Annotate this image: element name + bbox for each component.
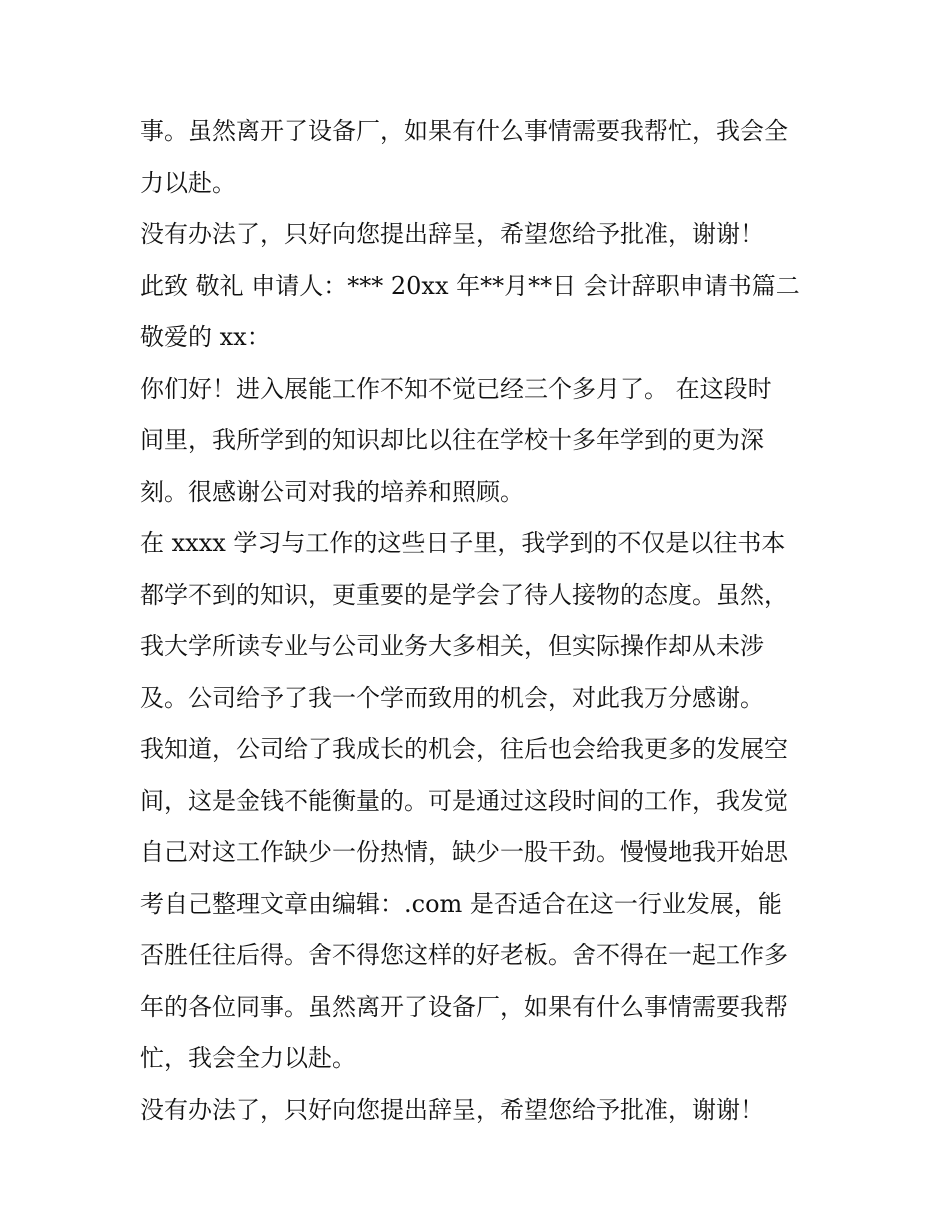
- text-line: 忙，我会全力以赴。: [140, 1044, 356, 1072]
- text-line: 及。公司给予了我一个学而致用的机会，对此我万分感谢。: [140, 683, 764, 712]
- text-line: 你们好！进入展能工作不知不觉已经三个多月了。 在这段时: [140, 374, 772, 403]
- text-line: 事。虽然离开了设备厂，如果有什么事情需要我帮忙，我会全: [140, 117, 788, 145]
- text-line: 我知道，公司给了我成长的机会，往后也会给我更多的发展空: [140, 735, 788, 763]
- text-line: 年的各位同事。虽然离开了设备厂，如果有什么事情需要我帮: [140, 992, 788, 1021]
- text-line: 间，这是金钱不能衡量的。可是通过这段时间的工作，我发觉: [140, 786, 788, 815]
- text-line: 没有办法了，只好向您提出辞呈，希望您给予批准，谢谢！: [140, 220, 764, 248]
- text-line: 自己对这工作缺少一份热情，缺少一股干劲。慢慢地我开始思: [140, 838, 788, 866]
- text-line: 没有办法了，只好向您提出辞呈，希望您给予批准，谢谢！: [140, 1095, 764, 1124]
- text-line: 力以赴。: [140, 168, 236, 197]
- text-line: 考自己整理文章由编辑：.com 是否适合在这一行业发展，能: [140, 889, 782, 918]
- document-body: [140, 106, 830, 1136]
- text-line: 间里，我所学到的知识却比以往在学校十多年学到的更为深: [140, 426, 764, 454]
- text-line: 刻。很感谢公司对我的培养和照顾。: [140, 477, 524, 506]
- text-line: 此致 敬礼 申请人：*** 20xx 年**月**日 会计辞职申请书篇二: [140, 271, 800, 300]
- text-line: 敬爱的 xx：: [140, 323, 271, 351]
- text-line: 都学不到的知识，更重要的是学会了待人接物的态度。虽然，: [140, 580, 788, 609]
- text-line: 我大学所读专业与公司业务大多相关，但实际操作却从未涉: [140, 632, 764, 660]
- text-line: 在 xxxx 学习与工作的这些日子里，我学到的不仅是以往书本: [140, 529, 786, 557]
- text-line: 否胜任往后得。舍不得您这样的好老板。舍不得在一起工作多: [140, 941, 788, 969]
